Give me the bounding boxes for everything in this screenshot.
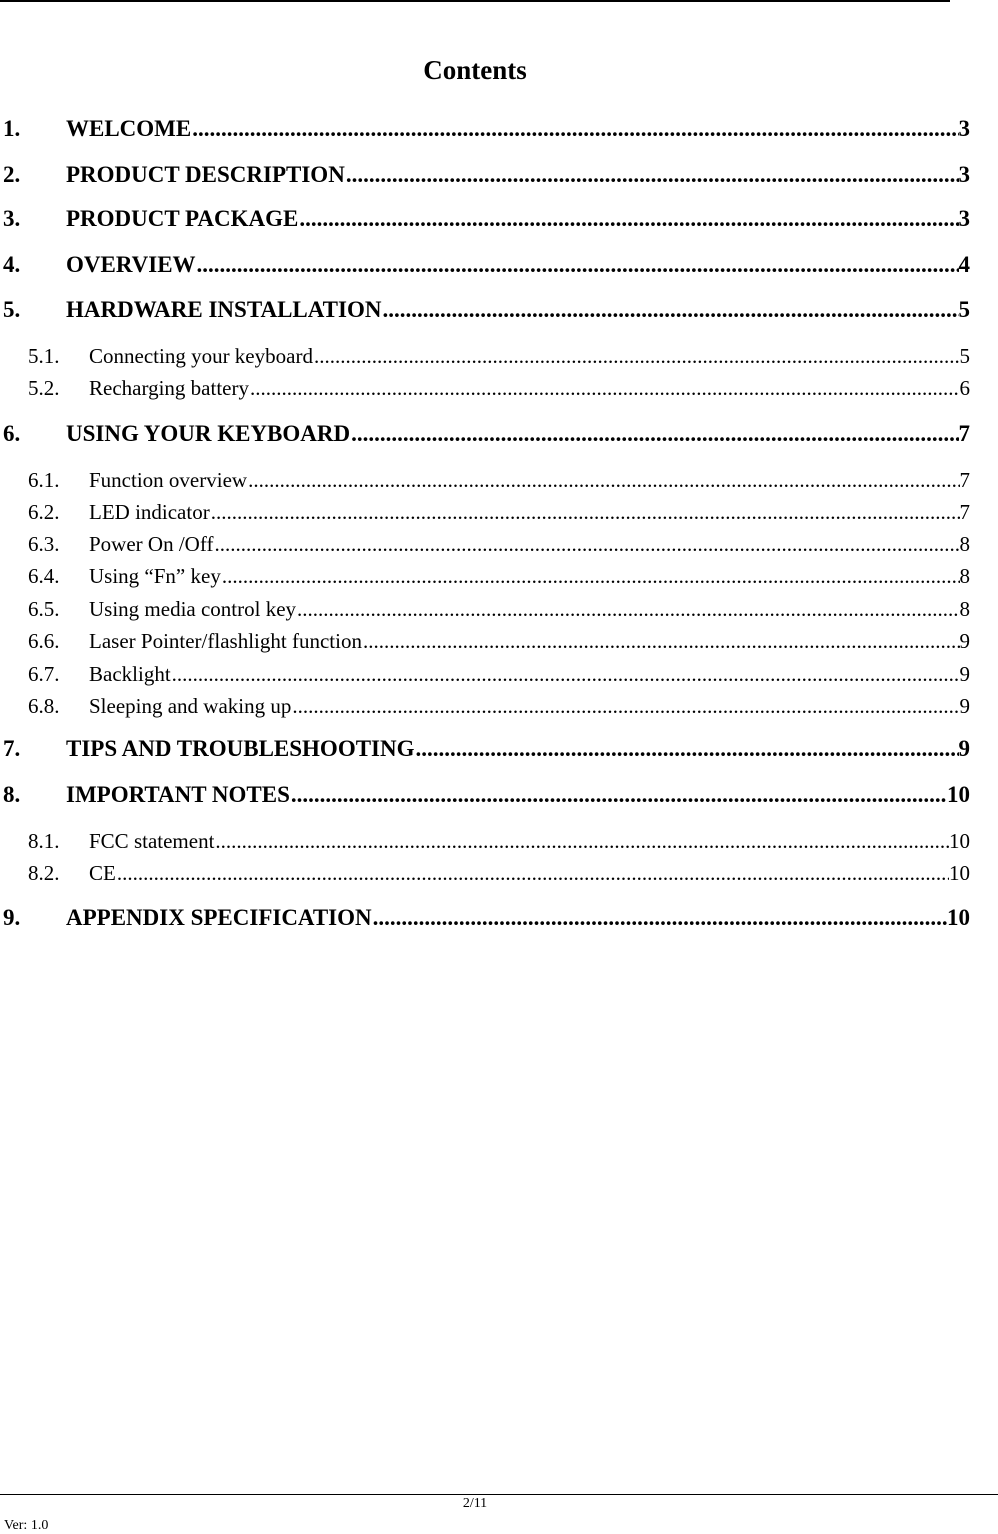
footer-version: Ver: 1.0 [4,1518,49,1533]
toc-entry[interactable] [0,829,970,854]
toc-entry-title: Using media control key [89,597,297,621]
toc-entry[interactable] [0,116,970,142]
toc-entry-page-number: 3 [958,162,970,187]
toc-entry[interactable] [0,564,970,589]
toc-entry[interactable] [0,344,970,369]
toc-entry-title: APPENDIX SPECIFICATION [66,905,372,930]
toc-entry[interactable] [0,629,970,654]
toc-entry-number: 3. [3,206,21,231]
toc-entry-title: Laser Pointer/flashlight function [89,629,362,653]
toc-entry-page-number: 5 [958,297,970,322]
toc-entry-title: Sleeping and waking up [89,694,292,718]
toc-entry-number: 2. [3,162,21,187]
toc-entry-number: 6.2. [28,500,60,524]
toc-entry-page-number: 10 [949,829,970,853]
header-rule [0,0,950,2]
toc-dot-leader [171,662,960,687]
toc-entry-page-number: 10 [947,905,970,930]
toc-entry-number: 6.4. [28,564,60,588]
toc-entry[interactable] [0,252,970,278]
toc-entry-title: Connecting your keyboard [89,344,313,368]
toc-entry-title: PRODUCT DESCRIPTION [66,162,345,187]
toc-entry-title: WELCOME [66,116,192,141]
toc-entry-number: 7. [3,736,21,761]
toc-entry[interactable] [0,597,970,622]
toc-entry-number: 1. [3,116,21,141]
toc-entry-title: LED indicator [89,500,210,524]
toc-dot-leader [249,376,960,401]
toc-entry[interactable] [0,861,970,886]
toc-entry-number: 8.1. [28,829,60,853]
toc-entry-page-number: 7 [958,421,970,446]
toc-entry[interactable] [0,782,970,808]
toc-dot-leader [213,532,959,557]
toc-entry-number: 4. [3,252,21,277]
toc-entry-page-number: 9 [959,629,970,653]
toc-entry-title: Backlight [89,662,171,686]
toc-dot-leader [313,344,960,369]
toc-entry-number: 8.2. [28,861,60,885]
toc-entry-page-number: 3 [958,206,970,231]
toc-entry-page-number: 7 [959,500,970,524]
toc-entry[interactable] [0,905,970,931]
toc-entry[interactable] [0,162,970,188]
toc-entry-page-number: 5 [959,344,970,368]
toc-entry-page-number: 8 [959,597,970,621]
toc-entry-number: 6.8. [28,694,60,718]
toc-entry-number: 5. [3,297,21,322]
toc-entry[interactable] [0,736,970,762]
toc-dot-leader [116,861,949,886]
toc-dot-leader [196,252,959,278]
toc-entry-number: 6.7. [28,662,60,686]
toc-dot-leader [415,736,959,762]
toc-entry[interactable] [0,532,970,557]
toc-entry-title: Power On /Off [89,532,214,556]
toc-entry-number: 8. [3,782,21,807]
toc-entry-title: PRODUCT PACKAGE [66,206,299,231]
toc-entry-page-number: 3 [958,116,970,141]
toc-entry-title: OVERVIEW [66,252,196,277]
toc-entry-title: Using “Fn” key [89,564,221,588]
page-title: Contents [423,55,527,85]
toc-entry[interactable] [0,694,970,719]
toc-dot-leader [191,116,958,142]
toc-dot-leader [210,500,960,525]
toc-dot-leader [350,421,958,447]
toc-entry-page-number: 8 [959,564,970,588]
toc-entry-page-number: 4 [958,252,970,277]
toc-dot-leader [247,468,959,493]
toc-dot-leader [345,162,959,188]
footer-page-number: 2/11 [462,1496,488,1511]
toc-entry-number: 6.3. [28,532,60,556]
toc-entry-number: 6.6. [28,629,60,653]
toc-entry-page-number: 7 [959,468,970,492]
toc-dot-leader [221,564,960,589]
toc-entry-number: 6.1. [28,468,60,492]
toc-dot-leader [372,905,947,931]
toc-entry-page-number: 10 [949,861,970,885]
toc-entry-number: 5.1. [28,344,60,368]
toc-entry[interactable] [0,206,970,232]
toc-entry-title: HARDWARE INSTALLATION [66,297,382,322]
toc-entry-page-number: 9 [959,694,970,718]
toc-entry-page-number: 9 [959,662,970,686]
toc-entry[interactable] [0,376,970,401]
toc-entry-page-number: 9 [958,736,970,761]
toc-entry-title: Recharging battery [89,376,249,400]
toc-entry-title: USING YOUR KEYBOARD [66,421,351,446]
toc-entry[interactable] [0,500,970,525]
toc-entry-title: Function overview [89,468,248,492]
toc-entry[interactable] [0,297,970,323]
toc-entry-title: FCC statement [89,829,215,853]
toc-entry-number: 5.2. [28,376,60,400]
toc-entry-page-number: 10 [947,782,970,807]
toc-dot-leader [381,297,958,323]
toc-entry-title: IMPORTANT NOTES [66,782,290,807]
toc-entry-title: TIPS AND TROUBLESHOOTING [66,736,415,761]
toc-entry-number: 9. [3,905,21,930]
toc-entry-number: 6.5. [28,597,60,621]
toc-entry-number: 6. [3,421,21,446]
toc-entry[interactable] [0,421,970,447]
toc-entry[interactable] [0,662,970,687]
toc-entry-page-number: 6 [959,376,970,400]
toc-dot-leader [296,597,959,622]
toc-dot-leader [290,782,947,808]
toc-dot-leader [362,629,960,654]
toc-dot-leader [291,694,959,719]
toc-entry-title: CE [89,861,116,885]
footer-rule [0,1494,998,1495]
toc-entry[interactable] [0,468,970,493]
toc-dot-leader [214,829,949,854]
toc-dot-leader [298,206,958,232]
toc-entry-page-number: 8 [959,532,970,556]
